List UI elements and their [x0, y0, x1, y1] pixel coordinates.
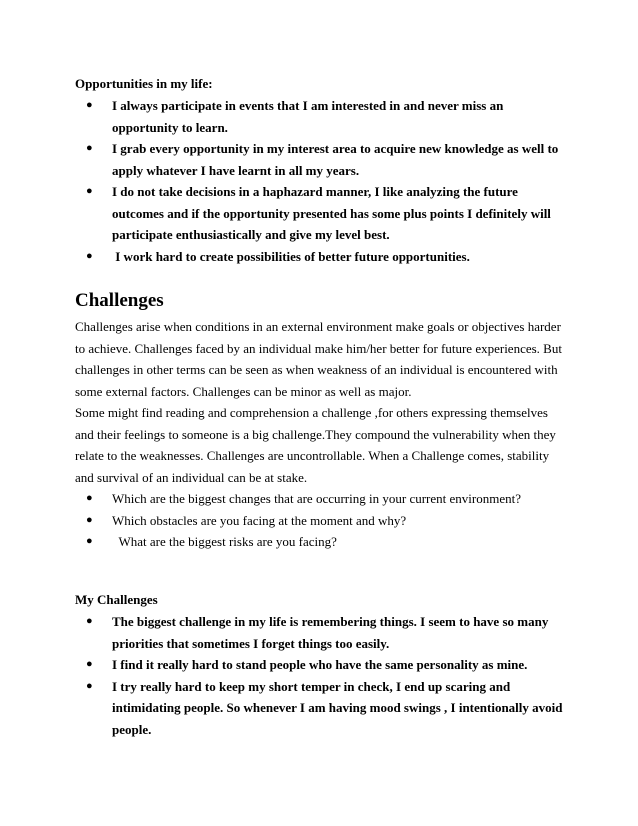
bullet-icon: ●	[86, 185, 93, 197]
challenges-paragraph: Challenges arise when conditions in an external environment make goals or objectives harder to achieve. Challenges faced by an individual make him/her better for future experiences. But challenges in other terms can be seen as when weakness of an individual is encountered with some external factors. Challenges can be minor as well as major.	[75, 319, 562, 399]
list-item	[75, 246, 565, 268]
bullet-icon: ●	[86, 658, 93, 670]
bullet-icon: ●	[86, 99, 93, 111]
list-item	[75, 676, 565, 741]
bullet-icon: ●	[86, 615, 93, 627]
my-challenges-list	[75, 611, 565, 740]
list-item-text: What are the biggest risks are you facing?	[112, 534, 337, 549]
bullet-icon: ●	[86, 249, 93, 262]
bullet-icon: ●	[86, 492, 93, 504]
list-item-text: I always participate in events that I am interested in and never miss an opportunity to learn.	[112, 98, 504, 135]
list-item	[75, 611, 565, 654]
list-item-text: I find it really hard to stand people who have the same personality as mine.	[112, 657, 528, 672]
bullet-icon: ●	[86, 679, 93, 692]
list-item-text: I try really hard to keep my short temper in check, I end up scaring and intimidating people. So whenever I am having mood swings , I intentionally avoid people.	[112, 678, 563, 737]
challenges-title: Challenges	[75, 290, 164, 311]
list-item-text: The biggest challenge in my life is remembering things. I seem to have so many priorities that sometimes I forget things too easily.	[112, 614, 549, 651]
list-item	[75, 510, 565, 532]
list-item	[75, 531, 565, 553]
list-item-text: I do not take decisions in a haphazard manner, I like analyzing the future outcomes and if the opportunity presented has some plus points I definitely will participate enthusiastically and give my level best.	[112, 184, 551, 242]
list-item	[75, 95, 565, 138]
bullet-icon: ●	[86, 535, 93, 547]
list-item	[75, 138, 565, 181]
challenge-questions-list	[75, 488, 565, 553]
opportunities-list	[75, 95, 565, 267]
list-item-text: Which obstacles are you facing at the moment and why?	[112, 512, 407, 528]
bullet-icon: ●	[86, 142, 93, 154]
challenges-paragraph: Some might find reading and comprehension a challenge ,for others expressing themselves and their feelings to someone is a big challenge.They compound the vulnerability when they relate to the weaknesses. Challenges are uncontrollable. When a Challenge comes, stability and survival of an individual can be at stake.	[75, 405, 556, 485]
challenges-body	[75, 316, 567, 488]
opportunities-heading: Opportunities in my life:	[75, 76, 213, 91]
my-challenges-heading: My Challenges	[75, 592, 158, 607]
list-item	[75, 654, 565, 676]
list-item-text: I grab every opportunity in my interest area to acquire new knowledge as well to apply whatever I have learnt in all my years.	[112, 141, 559, 178]
list-item	[75, 181, 565, 246]
list-item-text: Which are the biggest changes that are occurring in your current environment?	[112, 491, 521, 506]
list-item-text: I work hard to create possibilities of better future opportunities.	[112, 248, 470, 264]
list-item	[75, 488, 565, 510]
bullet-icon: ●	[86, 513, 93, 526]
